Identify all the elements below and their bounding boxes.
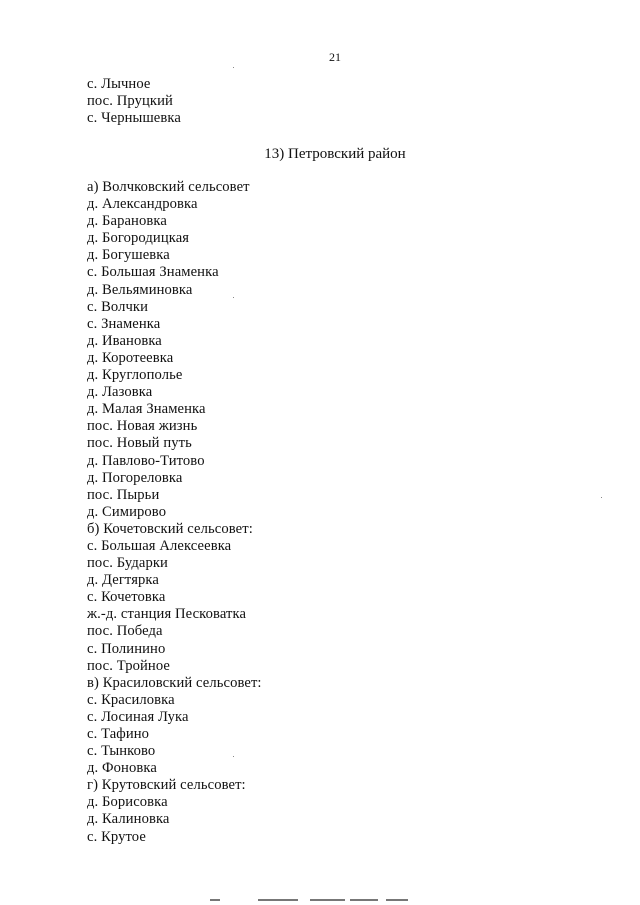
edge-mark xyxy=(350,899,378,901)
list-item: пос. Победа xyxy=(87,623,163,640)
list-item: пос. Бударки xyxy=(87,555,168,572)
list-item: д. Барановка xyxy=(87,213,167,230)
list-item: пос. Новая жизнь xyxy=(87,418,198,435)
list-item: пос. Новый путь xyxy=(87,435,192,452)
list-item: д. Малая Знаменка xyxy=(87,401,206,418)
section-heading: 13) Петровский район xyxy=(264,146,406,162)
list-item: д. Богородицкая xyxy=(87,230,190,247)
list-item: д. Лазовка xyxy=(87,384,153,401)
bottom-edge-marks xyxy=(210,899,410,905)
edge-mark xyxy=(258,899,298,901)
list-item: с. Знаменка xyxy=(87,315,161,332)
list-item: д. Симирово xyxy=(87,503,167,520)
list-item: д. Богушевка xyxy=(87,247,170,264)
subdivision-heading: б) Кочетовский сельсовет: xyxy=(87,520,253,537)
list-item: д. Дегтярка xyxy=(87,572,159,589)
subdivision-heading: а) Волчковский сельсовет xyxy=(87,179,250,195)
list-item: д. Фоновка xyxy=(87,760,157,777)
top-settlement-list xyxy=(87,76,181,127)
list-item: с. Красиловка xyxy=(87,691,175,708)
list-item: д. Коротеевка xyxy=(87,349,174,366)
edge-mark xyxy=(310,899,345,901)
list-item: с. Крутое xyxy=(87,828,146,845)
list-item: пос. Пруцкий xyxy=(87,93,173,110)
scan-speck xyxy=(233,297,234,298)
list-item: с. Чернышевка xyxy=(87,110,181,127)
list-item: с. Тафино xyxy=(87,726,150,742)
page-number: 21 xyxy=(329,50,341,64)
list-item: с. Кочетовка xyxy=(87,589,166,606)
list-item: д. Круглополье xyxy=(87,367,183,384)
edge-mark xyxy=(386,899,408,901)
list-item: д. Вельяминовка xyxy=(87,281,193,298)
list-item: д. Ивановка xyxy=(87,332,162,349)
list-item: ж.-д. станция Песковатка xyxy=(87,606,247,623)
list-item: с. Волчки xyxy=(87,298,149,315)
scan-speck xyxy=(233,67,234,68)
list-item: с. Лычное xyxy=(87,76,151,92)
subdivision-heading: в) Красиловский сельсовет: xyxy=(87,674,262,691)
list-item: пос. Пырьи xyxy=(87,486,160,503)
list-item: с. Тынково xyxy=(87,743,156,760)
list-item: д. Калиновка xyxy=(87,811,170,828)
settlement-list xyxy=(87,179,262,846)
list-item: д. Александровка xyxy=(87,196,198,213)
list-item: пос. Тройное xyxy=(87,657,170,674)
list-item: д. Борисовка xyxy=(87,794,168,811)
list-item: с. Большая Алексеевка xyxy=(87,537,232,554)
list-item: д. Погореловка xyxy=(87,469,183,486)
list-item: д. Павлово-Титово xyxy=(87,452,205,469)
list-item: с. Большая Знаменка xyxy=(87,264,219,281)
subdivision-heading: г) Крутовский сельсовет: xyxy=(87,777,246,794)
scan-speck xyxy=(601,497,602,498)
scan-speck xyxy=(233,756,234,757)
list-item: с. Лосиная Лука xyxy=(87,708,189,725)
list-item: с. Полинино xyxy=(87,640,166,657)
edge-mark xyxy=(210,899,220,901)
